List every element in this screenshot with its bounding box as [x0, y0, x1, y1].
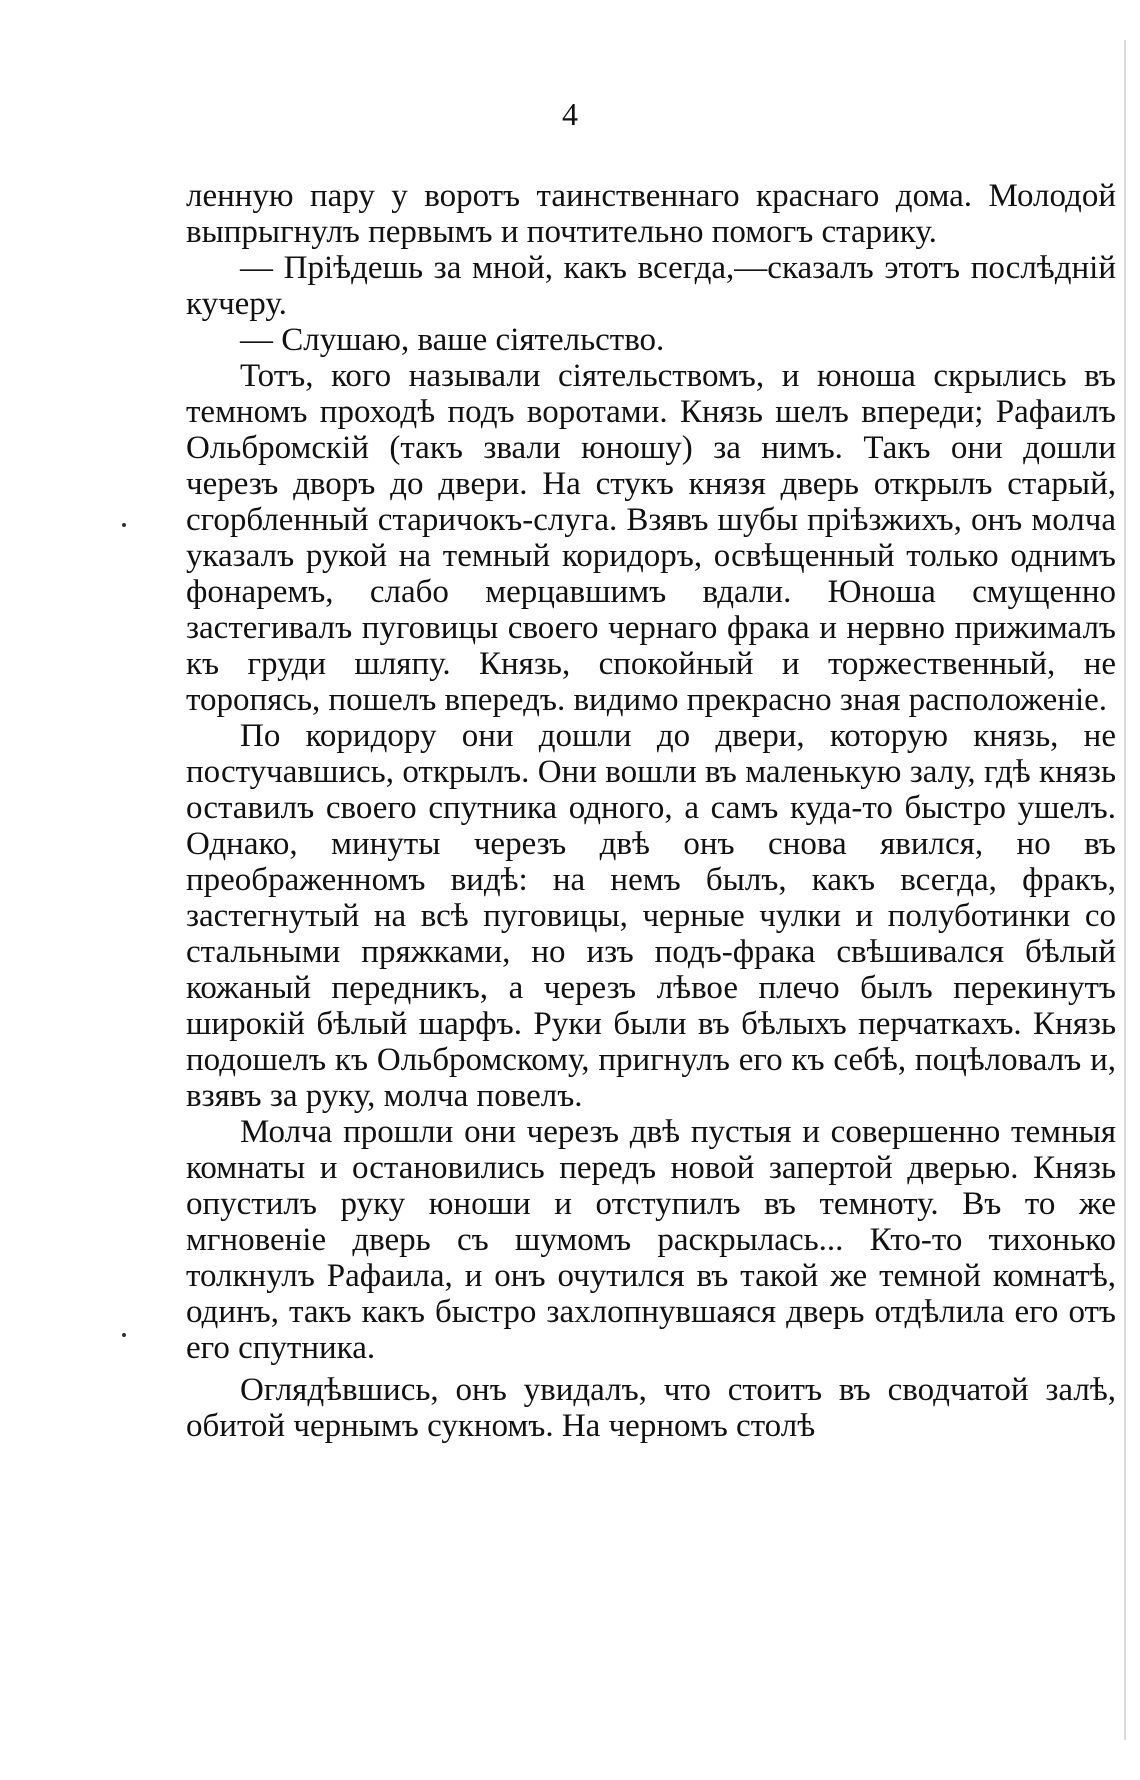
page-number: 4 [562, 96, 578, 132]
paragraph: ленную пару у воротъ таинственнаго краснаго дома. Молодой выпрыгнулъ первымъ и почтительно помогъ старику. [186, 178, 1116, 250]
paragraph: — Прiѣдешь за мной, какъ всегда,—сказалъ этотъ послѣднiй кучеру. [186, 250, 1116, 322]
paragraph: Оглядѣвшись, онъ увидалъ, что стоитъ въ сводчатой залѣ, обитой чернымъ сукномъ. На черномъ столѣ [186, 1372, 1116, 1444]
paragraph: Молча прошли они черезъ двѣ пустыя и совершенно темныя комнаты и остановились передъ новой запертой дверью. Князь опустилъ руку юноши и отступилъ въ темноту. Въ то же мгновенiе дверь съ шумомъ раскрылась... Кто-то тихонько толкнулъ Рафаила, и онъ очутился въ такой же темной комнатѣ, одинъ, такъ какъ быстро захлопнувшаяся дверь отдѣлила его отъ его спутника. [186, 1114, 1116, 1366]
print-speck [122, 1333, 126, 1337]
body-text [186, 178, 1116, 1444]
paragraph: По коридору они дошли до двери, которую князь, не постучавшись, открылъ. Они вошли въ маленькую залу, гдѣ князь оставилъ своего спутника одного, а самъ куда-то быстро ушелъ. Однако, минуты черезъ двѣ онъ снова явился, но въ преображенномъ видѣ: на немъ былъ, какъ всегда, фракъ, застегнутый на всѣ пуговицы, черные чулки и полуботинки со стальными пряжками, но изъ подъ-фрака свѣшивался бѣлый кожаный передникъ, а черезъ лѣвое плечо былъ перекинутъ широкiй бѣлый шарфъ. Руки были въ бѣлыхъ перчаткахъ. Князь подошелъ къ Ольбромскому, пригнулъ его къ себѣ, поцѣловалъ и, взявъ за руку, молча повелъ. [186, 718, 1116, 1114]
print-speck [122, 523, 126, 527]
paragraph: Тотъ, кого называли сiятельствомъ, и юноша скрылись въ темномъ проходѣ подъ воротами. Князь шелъ впереди; Рафаилъ Ольбромскiй (такъ звали юношу) за нимъ. Такъ они дошли черезъ дворъ до двери. На стукъ князя дверь открылъ старый, сгорбленный старичокъ-слуга. Взявъ шубы прiѣзжихъ, онъ молча указалъ рукой на темный коридоръ, освѣщенный только однимъ фонаремъ, слабо мерцавшимъ вдали. Юноша смущенно застегивалъ пуговицы своего чернаго фрака и нервно прижималъ къ груди шляпу. Князь, спокойный и торжественный, не торопясь, пошелъ впередъ. видимо прекрасно зная расположенiе. [186, 358, 1116, 718]
page-edge-rule [1124, 40, 1126, 1740]
paragraph: — Слушаю, ваше сiятельство. [240, 322, 665, 358]
